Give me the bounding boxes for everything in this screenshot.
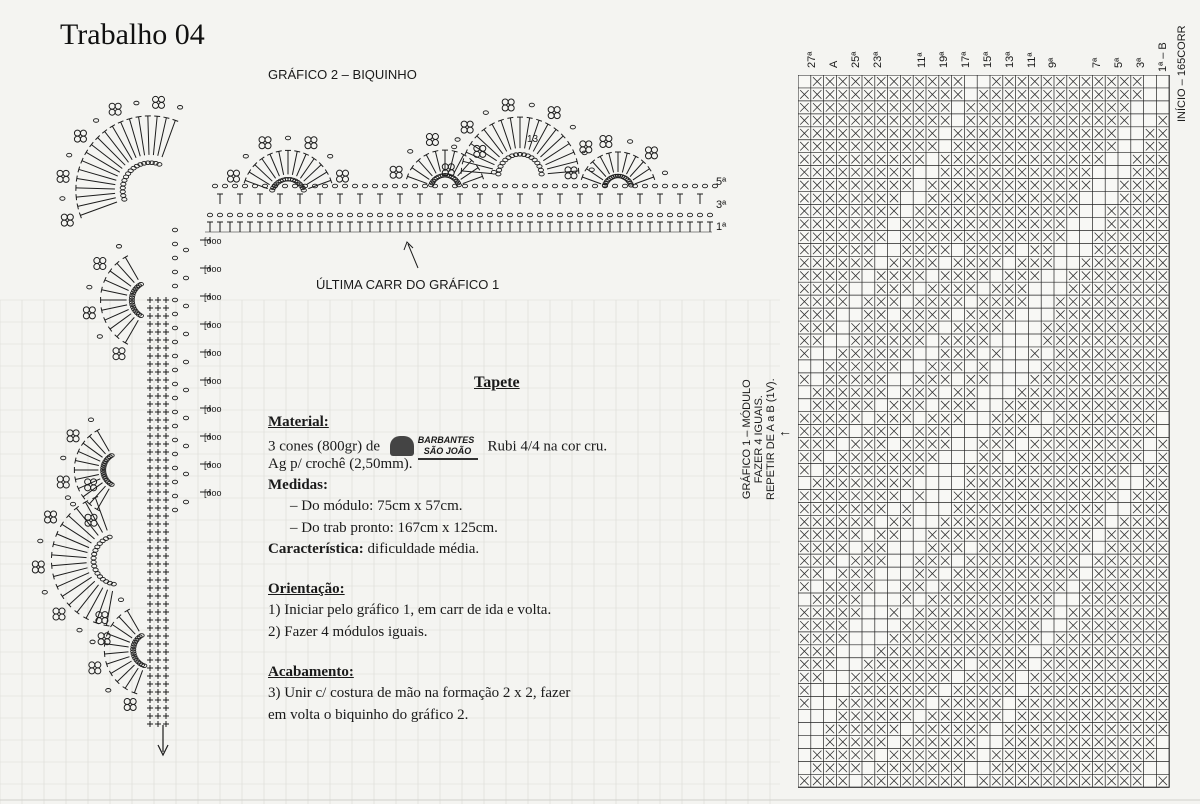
picot-flower-icon: [98, 633, 110, 645]
picot-flower-icon: [83, 307, 95, 319]
row-label-5: 5ª: [716, 176, 727, 188]
orientacao-heading: Orientação:: [268, 581, 345, 597]
svg-text:[ooo: [ooo: [204, 376, 222, 386]
picot-flower-icon: [53, 608, 65, 620]
grafico1-note-line1: GRÁFICO 1 – MÓDULO: [741, 379, 753, 500]
picot-flower-icon: [153, 96, 165, 108]
picot-flower-icon: [45, 511, 57, 523]
svg-text:[ooo: [ooo: [204, 432, 222, 442]
material-line-2: Ag p/ crochê (2,50mm).: [268, 456, 413, 472]
orientacao-2: 2) Fazer 4 módulos iguais.: [268, 624, 428, 640]
picot-flower-icon: [96, 612, 108, 624]
grafico1-col-label: 11ª: [1025, 52, 1038, 68]
picot-flower-icon: [305, 137, 317, 149]
grafico1-note-line2: FAZER 4 IGUAIS.: [753, 395, 765, 484]
tapete-title: Tapete: [474, 374, 520, 391]
grafico2-title: GRÁFICO 2 – BIQUINHO: [268, 67, 417, 82]
crochet-fan: [57, 418, 114, 526]
caracteristica-value: dificuldade média.: [367, 541, 480, 557]
picot-flower-icon: [390, 166, 402, 178]
crochet-fan: [390, 134, 496, 187]
grafico1-col-label: 27ª: [806, 51, 818, 68]
grafico1-col-label: 7ª: [1091, 57, 1104, 68]
crochet-fan: [57, 96, 183, 226]
grafico1-col-label: 1ª – B: [1157, 42, 1170, 72]
caracteristica-label: Característica:: [268, 541, 364, 557]
svg-text:[ooo: [ooo: [204, 348, 222, 358]
material-yarn-qty: 3 cones (800gr) de: [268, 438, 381, 455]
picot-flower-icon: [89, 662, 101, 674]
inicio-label: INÍCIO – 165CORR: [1176, 25, 1188, 122]
grafico1-col-label: 15ª: [981, 51, 994, 68]
grafico1-col-label: 13ª: [1003, 51, 1016, 68]
caracteristica: [268, 541, 479, 558]
svg-text:[ooo: [ooo: [204, 236, 222, 246]
acabamento-1: 3) Unir c/ costura de mão na formação 2 x 2, fazer: [268, 685, 571, 701]
page-title: Trabalho 04: [60, 18, 205, 51]
medida-modulo: – Do módulo: 75cm x 57cm.: [290, 498, 463, 514]
grafico1-col-label: A: [827, 60, 840, 68]
crochet-fan: [227, 136, 348, 192]
grafico1-col-label: 19ª: [937, 51, 950, 68]
center-stitch-count: 13: [527, 134, 539, 145]
picot-flower-icon: [461, 121, 473, 133]
row-label-1: 1ª: [716, 221, 727, 233]
grafico1-col-label: 11ª: [915, 52, 928, 68]
repeat-arrow-icon: ←: [778, 423, 792, 439]
picot-flower-icon: [502, 99, 514, 111]
picot-flower-icon: [113, 348, 125, 360]
grafico1-filet-chart: [798, 75, 1170, 790]
medidas-heading: Medidas:: [268, 477, 328, 493]
svg-text:[ooo: [ooo: [204, 460, 222, 470]
row-label-3: 3ª: [716, 199, 727, 211]
crochet-fan: [442, 99, 594, 176]
picot-flower-icon: [227, 170, 239, 182]
picot-flower-icon: [74, 130, 86, 142]
crochet-fan: [83, 245, 143, 360]
grafico1-col-label: 25ª: [849, 51, 862, 68]
picot-flower-icon: [426, 134, 438, 146]
picot-flower-icon: [565, 167, 577, 179]
picot-flower-icon: [94, 258, 106, 270]
crochet-fan: [89, 598, 147, 711]
svg-text:[ooo: [ooo: [204, 488, 222, 498]
picot-flower-icon: [57, 170, 69, 182]
acabamento-heading: Acabamento:: [268, 664, 354, 680]
svg-text:[ooo: [ooo: [204, 404, 222, 414]
picot-flower-icon: [61, 214, 73, 226]
picot-flower-icon: [85, 479, 97, 491]
barbantes-sao-joao-logo: BARBANTES SÃO JOÃO: [388, 434, 480, 460]
picot-flower-icon: [548, 107, 560, 119]
grafico1-col-label: 3ª: [1135, 57, 1148, 68]
grafico1-col-label: 5ª: [1113, 57, 1126, 68]
material-heading: Material:: [268, 414, 329, 430]
grafico1-col-label: 17ª: [959, 51, 972, 68]
picot-flower-icon: [600, 135, 612, 147]
picot-flower-icon: [337, 170, 349, 182]
vertical-edging-band: [147, 228, 222, 727]
acabamento-2: em volta o biquinho do gráfico 2.: [268, 707, 469, 723]
picot-flower-icon: [67, 430, 79, 442]
medida-pronto: – Do trab pronto: 167cm x 125cm.: [290, 520, 498, 536]
picot-flower-icon: [109, 103, 121, 115]
grafico1-col-label: 23ª: [871, 51, 884, 68]
svg-text:[ooo: [ooo: [204, 292, 222, 302]
picot-flower-icon: [124, 699, 136, 711]
picot-flower-icon: [57, 476, 69, 488]
crochet-fan: [32, 479, 116, 645]
picot-flower-icon: [32, 561, 44, 573]
grafico1-col-label: 9ª: [1047, 57, 1060, 68]
picot-flower-icon: [259, 137, 271, 149]
ultima-carr-note: ÚLTIMA CARR DO GRÁFICO 1: [316, 277, 500, 292]
svg-text:[ooo: [ooo: [204, 320, 222, 330]
svg-text:[ooo: [ooo: [204, 264, 222, 274]
material-yarn-color: Rubi 4/4 na cor cru.: [487, 438, 608, 455]
picot-flower-icon: [645, 147, 657, 159]
orientacao-1: 1) Iniciar pelo gráfico 1, em carr de ida e volta.: [268, 602, 552, 618]
grafico1-note: [741, 378, 777, 500]
grafico1-note-line3: REPETIR DE A a B (1V).: [765, 378, 777, 500]
